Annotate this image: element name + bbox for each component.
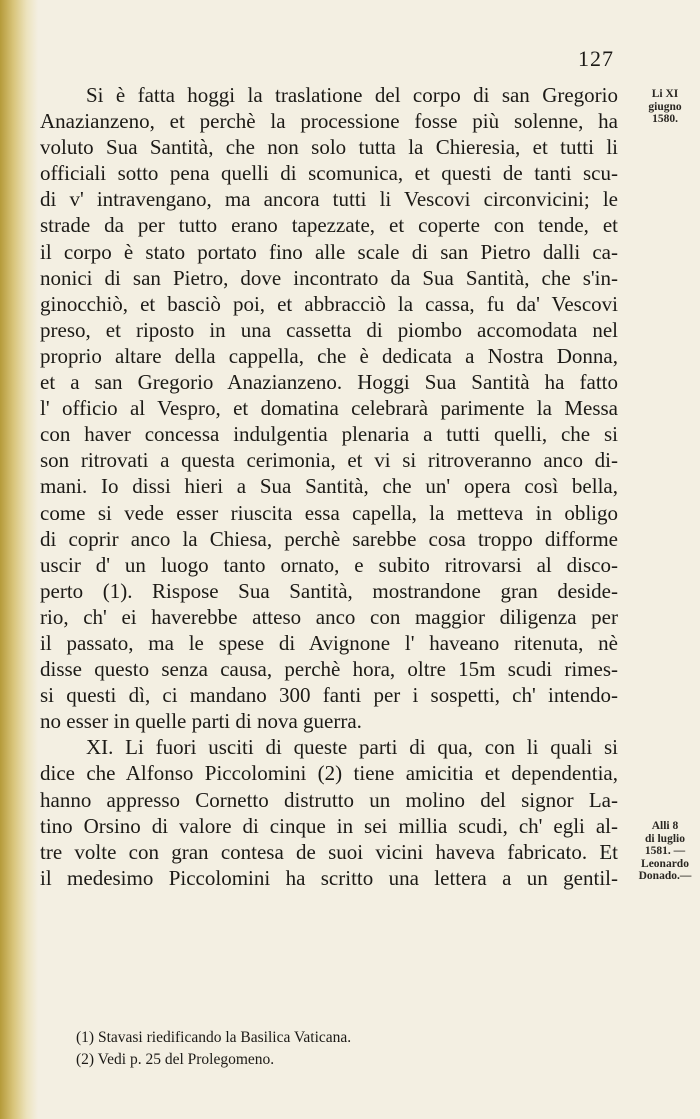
text-line: dice che Alfonso Piccolomini (2) tiene amicitia et dependentia, — [40, 761, 618, 786]
margin-note-line: Alli 8 — [651, 820, 679, 832]
margin-note-line: 1581. — — [644, 845, 686, 857]
text-line: uscir d' un luogo tanto ornato, e subito ritrovarsi al disco- — [40, 552, 618, 577]
text-line: XI. Li fuori usciti di queste parti di qua, con li quali si — [86, 735, 618, 760]
text-line: il corpo è stato portato fino alle scale di san Pietro dalli ca- — [40, 239, 618, 264]
text-line: l' officio al Vespro, et domatina celebrarà parimente la Messa — [40, 396, 618, 421]
text-line: si questi dì, ci mandano 300 fanti per i sospetti, ch' intendo- — [40, 683, 618, 708]
footnote: (2) Vedi p. 25 del Prolegomeno. — [76, 1051, 275, 1068]
margin-note-line: di luglio — [645, 832, 685, 845]
text-line: proprio altare della cappella, che è dedicata a Nostra Donna, — [40, 343, 618, 368]
text-line: preso, et riposto in una cassetta di piombo accomodata nel — [40, 317, 618, 342]
text-line: mani. Io dissi hieri a Sua Santità, che un' opera così bella, — [40, 474, 618, 499]
margin-note-line: Li XI — [651, 88, 679, 100]
page-number: 127 — [578, 46, 614, 71]
text-line: voluto Sua Santità, che non solo tutta la Chieresia, et tutti li — [40, 135, 618, 160]
footnotes — [76, 1027, 596, 1071]
margin-note-line: Leonardo — [641, 857, 689, 870]
margin-note-line: Donado.— — [638, 870, 692, 882]
margin-note-line: giugno — [648, 100, 682, 113]
text-line: et a san Gregorio Anazianzeno. Hoggi Sua Santità ha fatto — [40, 370, 618, 395]
text-line: con haver concessa indulgentia plenaria a tutti quelli, che si — [40, 422, 618, 447]
text-line: tino Orsino di valore di cinque in sei millia scudi, ch' egli al- — [40, 813, 618, 838]
text-line: perto (1). Rispose Sua Santità, mostrandone gran deside- — [40, 578, 618, 603]
text-line: di coprir anco la Chiesa, perchè sarebbe cosa troppo difforme — [40, 526, 618, 551]
text-line: no esser in quelle parti di nova guerra. — [40, 709, 362, 734]
text-line: rio, ch' ei haverebbe atteso anco con maggior diligenza per — [40, 604, 618, 629]
text-line: Si è fatta hoggi la traslatione del corpo di san Gregorio — [86, 83, 618, 107]
text-line: di v' intravengano, ma ancora tutti li Vescovi circonvicini; le — [40, 187, 618, 212]
text-line: come si vede esser riuscita essa capella, la metteva in obligo — [40, 500, 618, 525]
book-spine-shadow — [0, 0, 38, 1119]
margin-note-date-1 — [632, 88, 698, 126]
text-line: ginocchiò, et basciò poi, et abbracciò la cassa, fu da' Vescovi — [40, 291, 618, 316]
text-line: il passato, ma le spese di Avignone l' haveano ritenuta, nè — [40, 630, 618, 655]
margin-note-date-2 — [632, 820, 698, 883]
text-line: il medesimo Piccolomini ha scritto una lettera a un gentil- — [40, 865, 618, 890]
text-line: hanno appresso Cornetto distrutto un molino del signor La- — [40, 787, 618, 812]
text-line: officiali sotto pena quelli di scomunica, et questi de tanti scu- — [40, 161, 618, 186]
text-line: son ritrovati a questa cerimonia, et vi si ritroveranno anco di- — [40, 448, 618, 473]
text-line: strade da per tutto erano tapezzate, et coperte con tende, et — [40, 213, 618, 238]
text-line: Anazianzeno, et perchè la processione fosse più solenne, ha — [40, 109, 618, 134]
text-line: disse questo senza causa, perchè hora, oltre 15m scudi rimes- — [40, 657, 618, 682]
footnote: (1) Stavasi riedificando la Basilica Vaticana. — [76, 1029, 352, 1046]
text-line: nonici di san Pietro, dove incontrato da Sua Santità, che s'in- — [40, 265, 618, 290]
margin-note-line: 1580. — [652, 113, 678, 125]
text-line: tre volte con gran contesa de suoi vicini haveva fabricato. Et — [40, 839, 618, 864]
body-text — [40, 82, 618, 891]
